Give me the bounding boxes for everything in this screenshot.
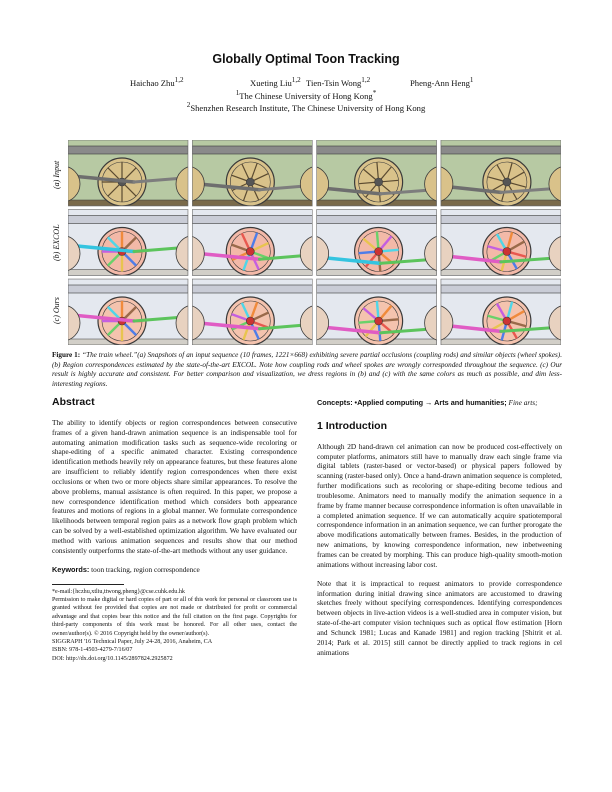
wheel-hub <box>503 317 511 325</box>
figure-row-labels <box>52 140 66 345</box>
frame-r1-c4 <box>417 140 561 206</box>
row-label-ours: (c) Ours <box>52 297 61 325</box>
frame-r2-c1 <box>68 210 212 276</box>
frame-r3-c3 <box>293 279 461 345</box>
affiliation-1: $^1$The Chinese University of Hong Kong* <box>235 89 377 101</box>
figure-caption <box>52 351 562 389</box>
wheel-hub <box>246 317 254 325</box>
footnote-venue: SIGGRAPH '16 Technical Paper, July 24-28, 2016, Anaheim, CA <box>52 638 213 645</box>
chassis-beam <box>192 216 312 224</box>
keywords: Keywords: toon tracking, region correspondence <box>52 564 200 574</box>
frame-r3-c2 <box>168 279 336 345</box>
right-column <box>317 398 562 666</box>
frame-r1-c2 <box>168 140 336 206</box>
train-wheel-figure <box>68 140 561 345</box>
author-name: Tien-Tsin Wong$^{1,2}$ <box>306 76 371 88</box>
wheel-hub <box>503 248 511 256</box>
chassis-beam <box>68 285 188 293</box>
footnote <box>52 588 297 664</box>
caption-text: “The train wheel.”(a) Snapshots of an input sequence (10 frames, 1221×668) exhibiting severe partial occlusions (coupling rods) and similar objects (wheel spokes). (b) Region correspondences estimated by the state-of-the-art EXCOL. Note how coupling rods and wheel spokes are wrongly corresponded throughout the sequence. (c) Our result is highly accurate and consistent. For better comparison and visualization, we dress regions in (b) and (c) with the same colors as much as possible, and dim less-interesting regions. <box>52 351 562 388</box>
chassis-beam <box>192 285 312 293</box>
chassis-beam <box>317 146 437 154</box>
frame-r3-c1 <box>68 279 212 345</box>
frame-r1-c3 <box>293 140 461 206</box>
left-column <box>52 398 297 663</box>
wheel-hub <box>246 178 254 186</box>
frame-r2-c4 <box>417 210 561 276</box>
wheel-hub <box>503 178 511 186</box>
author-name: Haichao Zhu$^{1,2}$ <box>130 76 184 88</box>
author-list <box>100 76 520 88</box>
wheel-hub <box>375 317 383 325</box>
intro-paragraph-1: Although 2D hand-drawn cel animation can now be produced cost-effectively on computer platforms, animators still have to manually draw each single frame via digital tablets (raster-based or vector-based) or physical papers followed by scanning (raster-based only). Once a hand-drawn animation sequence is completed, further modifications such as recoloring or shape-editing become tedious and troublesome. Animators need to manually modify the animation sequence in a frame by frame manner because correspondence information is often unavailable in a completed animation sequence. If we can automatically acquire spatiotemporal correspondence information in an animation sequence, we can further prorogate the above modifications automatically between frames. Besides, in the production of new animations, by knowing correspondence information, new inbetweening frames can be created by morphing. This can produce high-quality smooth-motion animations without increasing labor cost. <box>317 441 562 569</box>
author-name: Xueting Liu$^{1,2}$ <box>250 76 301 88</box>
chassis-beam <box>192 146 312 154</box>
author-name: Pheng-Ann Heng$^1$ <box>410 76 474 88</box>
wheel-hub <box>375 248 383 256</box>
abstract-text: The ability to identify objects or region correspondences between consecutive frames of a given hand-drawn animation sequence is an indispensable tool for automating animation modification tasks such as sequence-wide recoloring or shape-editing of a specific animated character. Existing correspondence identification methods heavily rely on appearance features, but these features alone are insufficient to reliably identify region correspondences when there exist occlusions or when two or more objects share similar appearances. To resolve the above problems, manual assistance is often required. In this paper, we propose a new correspondence identification method which considers both appearance features and motions of regions in a global manner. We formulate correspondence likelihoods between temporal region pairs as a network flow graph problem which can be solved by a well-established optimization algorithm. We have evaluated our method with various animation sequences and results show that our method consistently outperforms the state-of-the-art methods without any user guidance. <box>52 417 297 555</box>
intro-paragraph-2: Note that it is impractical to request animators to provide correspondence information during initial drawing since animators are accustomed to drawing sketches freely without specifying correspondences. Identifying correspondences between objects in live-action videos is a well-studied area in computer vision, but state-of-the-art computer vision techniques such as optical flow estimation [Horn and Schunck 1981; Lucas and Kanade 1981] and region tracking [Shitrit et al. 2014; Park et al. 2015] still cannot be directly applied to track regions in cel animations <box>317 578 562 657</box>
intro-heading: 1 Introduction <box>317 419 387 432</box>
footnote-rule <box>52 584 124 585</box>
chassis-beam <box>441 285 561 293</box>
frame-r2-c2 <box>168 210 336 276</box>
footnote-isbn: ISBN: 978-1-4503-4279-7/16/07 <box>52 647 133 654</box>
chassis-beam <box>68 146 188 154</box>
paper-title: Globally Optimal Toon Tracking <box>212 52 400 66</box>
concepts: Concepts: •Applied computing → Arts and humanities; Fine arts; <box>317 398 538 407</box>
frame-r3-c4 <box>417 279 561 345</box>
chassis-beam <box>441 146 561 154</box>
footnote-permission: Permission to make digital or hard copies of part or all of this work for personal or classroom use is granted without fee provided that copies are not made or distributed for profit or commercial advantage and that copies bear this notice and the full citation on the first page. Copyrights for third-party components of this work must be honored. For all other uses, contact the owner/author(s). © 2016 Copyright held by the owner/author(s). <box>52 596 297 637</box>
affiliation-2: $^2$Shenzhen Research Institute, The Chinese University of Hong Kong <box>186 101 426 113</box>
footnote-email: *e-mail:{hczhu,xtliu,ttwong,pheng}@cse.cuhk.edu.hk <box>52 588 185 595</box>
row-label-excol: (b) EXCOL <box>52 224 61 262</box>
row-label-input: (a) Input <box>52 160 61 190</box>
abstract-heading: Abstract <box>52 396 95 408</box>
chassis-beam <box>68 216 188 224</box>
caption-label: Figure 1: <box>52 351 81 359</box>
wheel-hub <box>375 178 383 186</box>
frame-r1-c1 <box>68 140 212 206</box>
chassis-beam <box>441 216 561 224</box>
footnote-doi: DOI: http://dx.doi.org/10.1145/2897824.2925872 <box>52 655 173 662</box>
wheel-hub <box>246 248 254 256</box>
chassis-beam <box>317 285 437 293</box>
teaser-figure <box>68 140 561 345</box>
frame-r2-c3 <box>293 210 461 276</box>
chassis-beam <box>317 216 437 224</box>
